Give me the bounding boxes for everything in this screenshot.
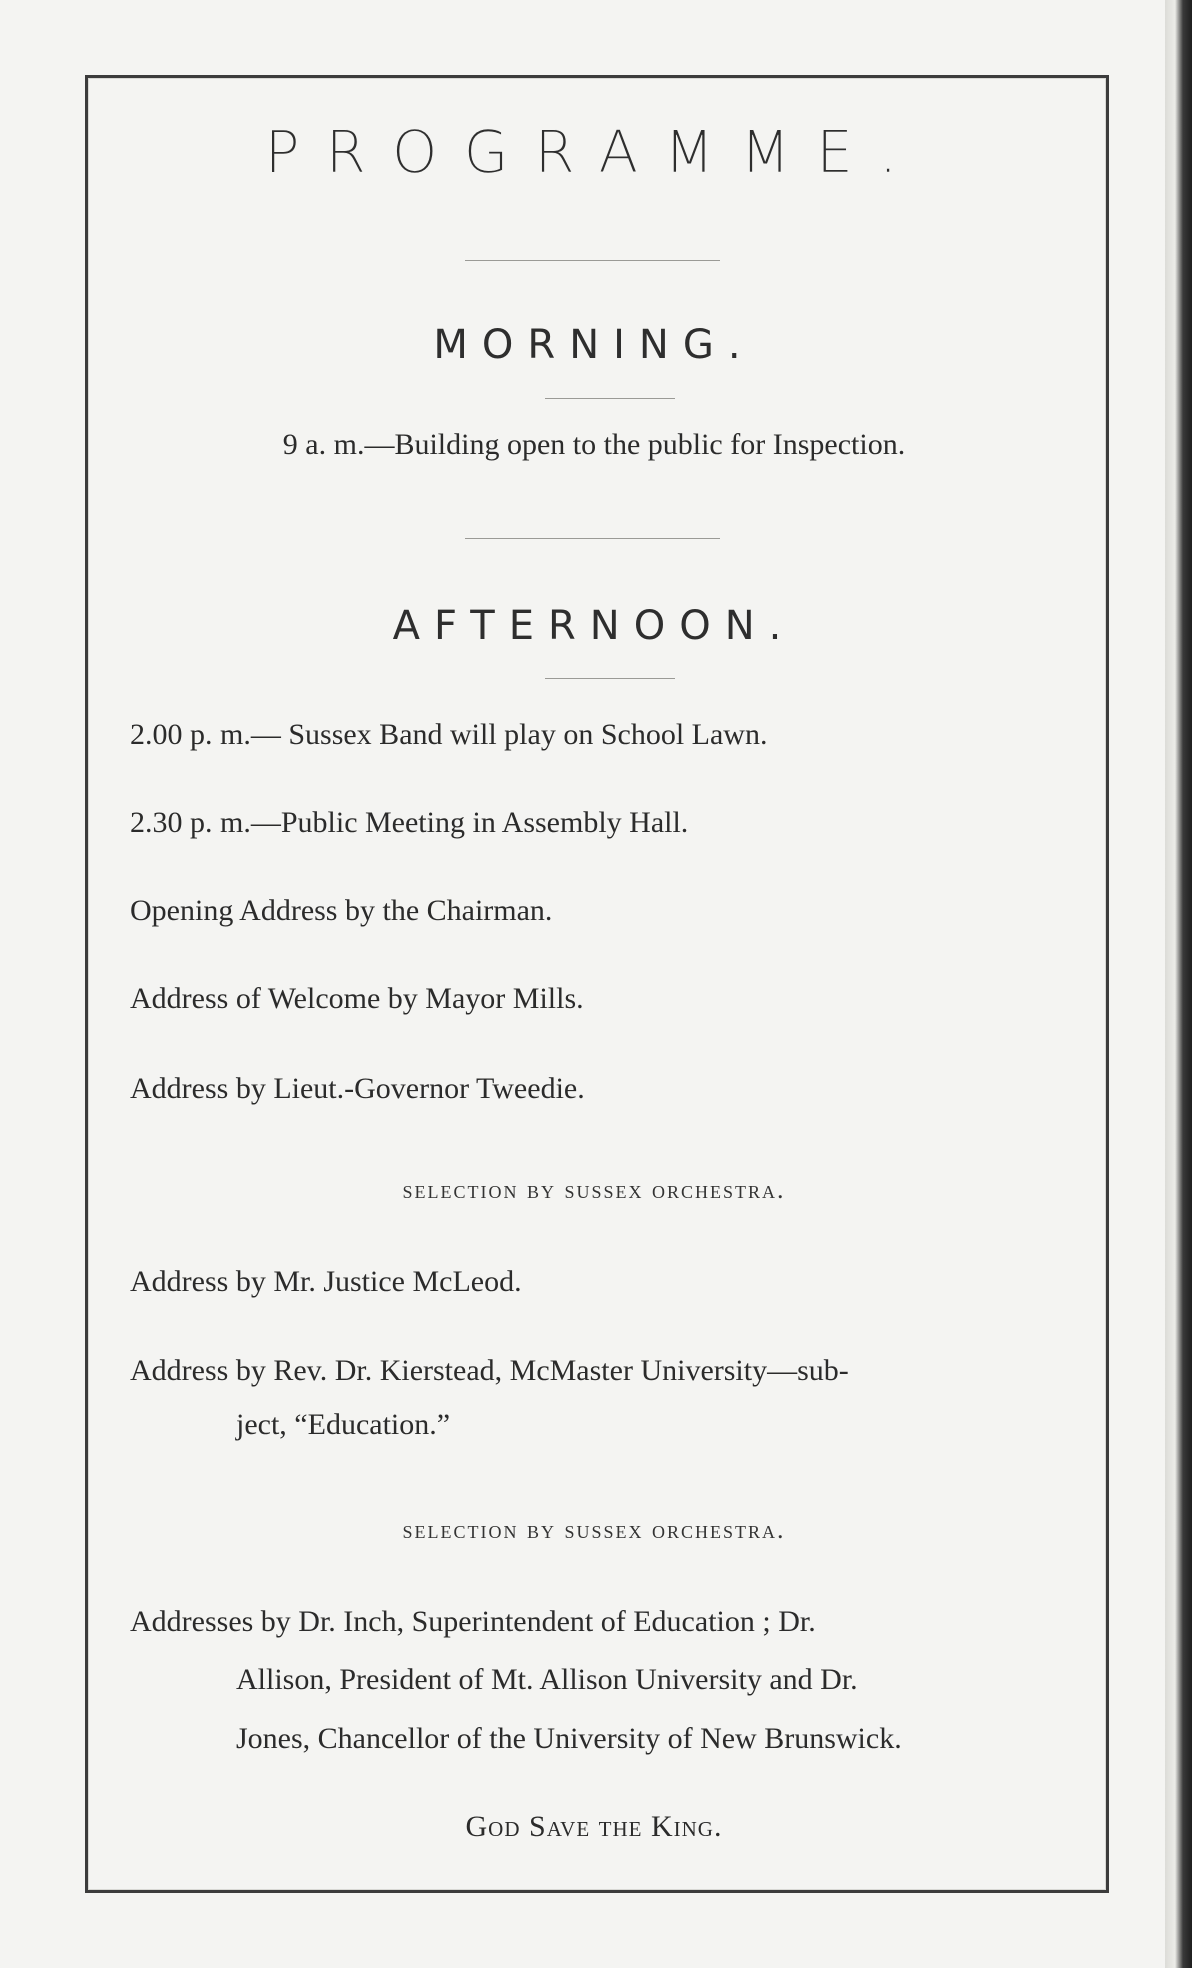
divider-rule-3 [465,538,720,539]
divider-rule-4 [545,678,675,679]
programme-title: PROGRAMME. [264,118,924,186]
divider-rule-2 [545,398,675,399]
afternoon-item-inch: Addresses by Dr. Inch, Superintendent of Education ; Dr. [130,1605,816,1638]
afternoon-item-meeting: 2.30 p. m.—Public Meeting in Assembly Hall. [130,806,689,839]
afternoon-item-kierstead: Address by Rev. Dr. Kierstead, McMaster University—sub- [130,1354,849,1387]
page-edge-shadow [1165,0,1192,1968]
afternoon-item-band: 2.00 p. m.— Sussex Band will play on School Lawn. [130,718,768,751]
orchestra-selection-1: selection by sussex orchestra. [402,1175,786,1204]
afternoon-item-jones: Jones, Chancellor of the University of New Brunswick. [236,1722,902,1755]
afternoon-item-welcome: Address of Welcome by Mayor Mills. [130,982,584,1015]
afternoon-heading: AFTERNOON. [392,603,796,649]
afternoon-item-governor: Address by Lieut.-Governor Tweedie. [130,1072,585,1105]
morning-heading: MORNING. [433,322,755,368]
orchestra-selection-2: selection by sussex orchestra. [402,1515,786,1544]
afternoon-item-allison: Allison, President of Mt. Allison University and Dr. [236,1663,858,1696]
divider-rule-1 [465,260,720,261]
afternoon-item-opening: Opening Address by the Chairman. [130,894,553,927]
afternoon-item-kierstead-cont: ject, “Education.” [236,1408,451,1441]
closing-anthem: God Save the King. [465,1810,723,1843]
afternoon-item-mcleod: Address by Mr. Justice McLeod. [130,1265,522,1298]
morning-item: 9 a. m.—Building open to the public for Inspection. [282,428,906,461]
